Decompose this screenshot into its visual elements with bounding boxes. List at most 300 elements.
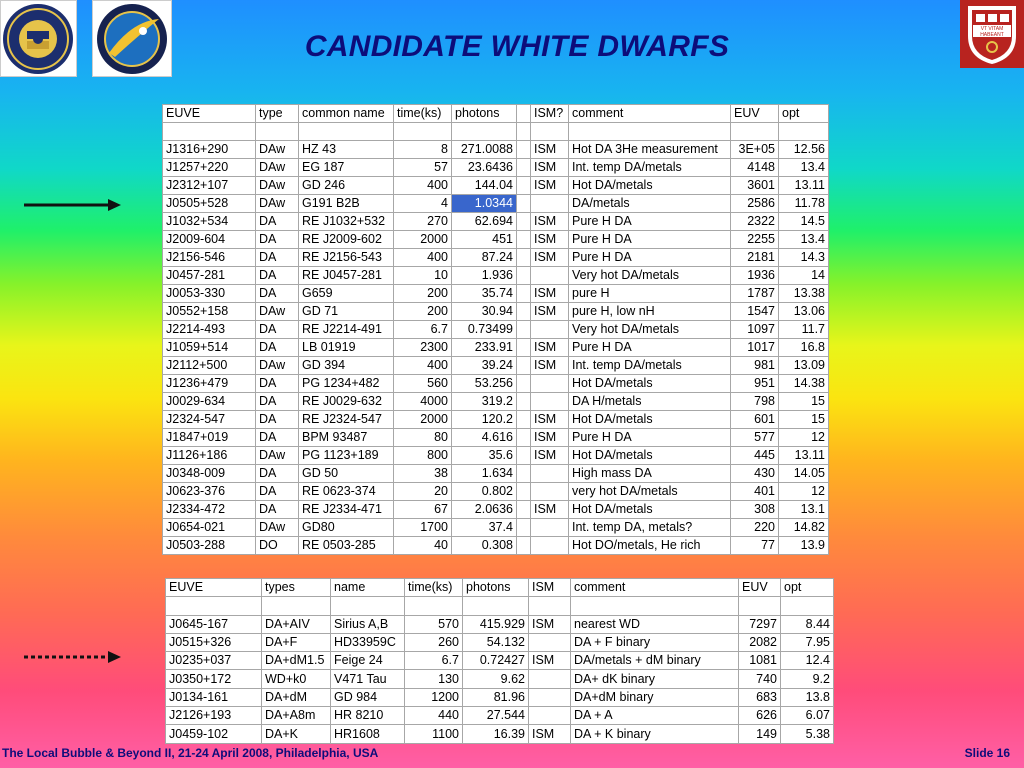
column-header: time(ks)	[405, 579, 463, 597]
table-cell: J2334-472	[163, 500, 256, 518]
table-cell: 1097	[731, 320, 779, 338]
table-row	[163, 428, 829, 446]
table-cell	[531, 123, 569, 141]
column-header: type	[256, 105, 299, 123]
table-cell	[163, 123, 256, 141]
table-row	[163, 266, 829, 284]
table-cell: 13.06	[779, 302, 829, 320]
table-cell	[517, 140, 531, 158]
table-cell: DA	[256, 392, 299, 410]
table-cell: 15	[779, 392, 829, 410]
column-header: name	[331, 579, 405, 597]
table-cell: 1.634	[452, 464, 517, 482]
column-header: ISM?	[531, 105, 569, 123]
table-cell: GD 50	[299, 464, 394, 482]
table-row	[163, 392, 829, 410]
table-cell: 13.11	[779, 446, 829, 464]
table-cell: ISM	[531, 230, 569, 248]
table-cell: 10	[394, 266, 452, 284]
table-cell	[779, 123, 829, 141]
table-row	[166, 597, 834, 615]
table-header-row	[166, 579, 834, 597]
table-cell	[517, 518, 531, 536]
table-cell: GD80	[299, 518, 394, 536]
table-cell	[569, 123, 731, 141]
table-cell: DA	[256, 500, 299, 518]
table-cell: EG 187	[299, 158, 394, 176]
table-cell	[531, 536, 569, 554]
table-cell	[531, 374, 569, 392]
table-cell: 1081	[739, 652, 781, 670]
table-row	[163, 248, 829, 266]
table-cell: 270	[394, 212, 452, 230]
table-cell	[531, 320, 569, 338]
table-cell: J0235+037	[166, 652, 262, 670]
table-cell: 451	[452, 230, 517, 248]
table-cell: DA+dM1.5	[262, 652, 331, 670]
table-cell: Hot DA/metals	[569, 176, 731, 194]
table-cell: ISM	[529, 725, 571, 743]
table-cell: J0029-634	[163, 392, 256, 410]
table-cell: J0505+528	[163, 194, 256, 212]
table-cell: pure H, low nH	[569, 302, 731, 320]
table-cell: DA + K binary	[571, 725, 739, 743]
table-cell: 0.802	[452, 482, 517, 500]
table-cell	[517, 428, 531, 446]
table-row	[166, 725, 834, 743]
table-cell: J0503-288	[163, 536, 256, 554]
table-cell: DA	[256, 284, 299, 302]
table-cell: J1236+479	[163, 374, 256, 392]
table-cell: DAw	[256, 446, 299, 464]
table-cell: Hot DA/metals	[569, 446, 731, 464]
table-cell: J0623-376	[163, 482, 256, 500]
table-cell: DA	[256, 464, 299, 482]
table-cell	[517, 356, 531, 374]
table-cell: DA H/metals	[569, 392, 731, 410]
table-cell	[517, 302, 531, 320]
table-cell: J1126+186	[163, 446, 256, 464]
table-cell: ISM	[531, 428, 569, 446]
table-row	[166, 670, 834, 688]
table-cell: V471 Tau	[331, 670, 405, 688]
page-title: CANDIDATE WHITE DWARFS	[304, 30, 730, 63]
table-cell: 14.82	[779, 518, 829, 536]
table-cell: 3601	[731, 176, 779, 194]
table-cell: WD+k0	[262, 670, 331, 688]
table-cell: ISM	[531, 158, 569, 176]
table-cell	[517, 338, 531, 356]
table-cell	[517, 464, 531, 482]
table-cell: J0350+172	[166, 670, 262, 688]
table-cell: G191 B2B	[299, 194, 394, 212]
column-header: EUVE	[166, 579, 262, 597]
table-cell: DA+F	[262, 633, 331, 651]
table-cell: 2082	[739, 633, 781, 651]
table-cell: DA + A	[571, 707, 739, 725]
table-cell: 14	[779, 266, 829, 284]
table-cell: 12.56	[779, 140, 829, 158]
table-cell: 27.544	[463, 707, 529, 725]
table-row	[163, 320, 829, 338]
table-cell: J0457-281	[163, 266, 256, 284]
table-cell: J0515+326	[166, 633, 262, 651]
table-cell: 308	[731, 500, 779, 518]
table-cell: 15	[779, 410, 829, 428]
table-row	[163, 140, 829, 158]
table-cell	[517, 158, 531, 176]
table-cell: 400	[394, 356, 452, 374]
table-cell: very hot DA/metals	[569, 482, 731, 500]
table-cell: DA	[256, 410, 299, 428]
table-cell: 87.24	[452, 248, 517, 266]
solid-arrow-icon	[24, 196, 124, 214]
table-cell	[517, 284, 531, 302]
footer-conference: The Local Bubble & Beyond II, 21-24 April 2008, Philadelphia, USA	[2, 746, 379, 760]
table-cell	[517, 194, 531, 212]
footer-slide-number: Slide 16	[964, 746, 1010, 760]
table-cell: 81.96	[463, 688, 529, 706]
table-cell: 40	[394, 536, 452, 554]
table-cell: HD33959C	[331, 633, 405, 651]
nrl-seal-logo	[0, 0, 77, 77]
table-cell: ISM	[531, 356, 569, 374]
table-cell: 53.256	[452, 374, 517, 392]
table-cell: DA	[256, 428, 299, 446]
table-cell	[781, 597, 834, 615]
table-cell: 35.6	[452, 446, 517, 464]
table-cell: 9.62	[463, 670, 529, 688]
table-cell: HR 8210	[331, 707, 405, 725]
table-cell	[517, 410, 531, 428]
table-cell: RE J1032+532	[299, 212, 394, 230]
table-cell: BPM 93487	[299, 428, 394, 446]
table-cell: DA	[256, 230, 299, 248]
table-cell: pure H	[569, 284, 731, 302]
table-cell: 2322	[731, 212, 779, 230]
table-cell: 2000	[394, 230, 452, 248]
column-header: types	[262, 579, 331, 597]
column-header: common name	[299, 105, 394, 123]
table-cell: DA	[256, 248, 299, 266]
table-cell: 6.7	[394, 320, 452, 338]
table-cell: 130	[405, 670, 463, 688]
table-cell: Int. temp DA/metals	[569, 158, 731, 176]
table-cell: Hot DA/metals	[569, 410, 731, 428]
table-cell: RE J2324-547	[299, 410, 394, 428]
table-cell: DA	[256, 338, 299, 356]
table-row	[163, 446, 829, 464]
space-science-division-logo	[92, 0, 172, 77]
table-cell: DAw	[256, 518, 299, 536]
table-cell: 20	[394, 482, 452, 500]
table-row	[163, 230, 829, 248]
table-cell: 0.73499	[452, 320, 517, 338]
table-cell: 440	[405, 707, 463, 725]
column-header: EUVE	[163, 105, 256, 123]
table-cell: ISM	[531, 500, 569, 518]
table-cell: DA	[256, 320, 299, 338]
table-cell: 37.4	[452, 518, 517, 536]
table-cell	[571, 597, 739, 615]
table-cell	[394, 123, 452, 141]
table-cell: DA+ dK binary	[571, 670, 739, 688]
table-cell: 233.91	[452, 338, 517, 356]
table-cell: 1700	[394, 518, 452, 536]
table-cell: 7297	[739, 615, 781, 633]
table-cell: 430	[731, 464, 779, 482]
table-cell	[529, 688, 571, 706]
table-cell: GD 394	[299, 356, 394, 374]
table-cell: J0134-161	[166, 688, 262, 706]
column-header: opt	[779, 105, 829, 123]
table-cell: Pure H DA	[569, 230, 731, 248]
table-cell: 13.9	[779, 536, 829, 554]
table-cell: DA	[256, 374, 299, 392]
table-cell: 1936	[731, 266, 779, 284]
table-cell: 445	[731, 446, 779, 464]
table-cell: J0348-009	[163, 464, 256, 482]
table-cell: RE J2156-543	[299, 248, 394, 266]
table-cell: 800	[394, 446, 452, 464]
table-cell: 400	[394, 248, 452, 266]
table-cell: RE J2214-491	[299, 320, 394, 338]
table-cell: 260	[405, 633, 463, 651]
table-row	[163, 338, 829, 356]
table-cell: 2586	[731, 194, 779, 212]
table-cell: 319.2	[452, 392, 517, 410]
table-cell: DA	[256, 266, 299, 284]
table-cell: Hot DA/metals	[569, 374, 731, 392]
table-cell: 144.04	[452, 176, 517, 194]
table-cell: 149	[739, 725, 781, 743]
table-cell: DA + F binary	[571, 633, 739, 651]
table-cell: 3E+05	[731, 140, 779, 158]
table-cell: 0.308	[452, 536, 517, 554]
table-cell: Pure H DA	[569, 338, 731, 356]
table-cell: DAw	[256, 140, 299, 158]
table-cell: 1787	[731, 284, 779, 302]
table-cell	[517, 212, 531, 230]
table-row	[166, 633, 834, 651]
table-cell: Hot DO/metals, He rich	[569, 536, 731, 554]
table-cell: Very hot DA/metals	[569, 320, 731, 338]
table-cell: 415.929	[463, 615, 529, 633]
table-cell: J0654-021	[163, 518, 256, 536]
table-cell: 626	[739, 707, 781, 725]
table-cell	[531, 392, 569, 410]
table-row	[163, 374, 829, 392]
table-cell: ISM	[531, 212, 569, 230]
table-row	[163, 482, 829, 500]
table-cell: 601	[731, 410, 779, 428]
table-cell: 62.694	[452, 212, 517, 230]
table-cell	[529, 670, 571, 688]
table-cell: 1.936	[452, 266, 517, 284]
column-header: comment	[569, 105, 731, 123]
table-cell: 577	[731, 428, 779, 446]
table-cell	[731, 123, 779, 141]
column-header: photons	[452, 105, 517, 123]
table-cell: 7.95	[781, 633, 834, 651]
table-cell: DA+AIV	[262, 615, 331, 633]
table-cell: J1316+290	[163, 140, 256, 158]
table-cell: 2300	[394, 338, 452, 356]
table-cell: DA+K	[262, 725, 331, 743]
table-cell: J1847+019	[163, 428, 256, 446]
table-cell: ISM	[531, 410, 569, 428]
table-cell: nearest WD	[571, 615, 739, 633]
table-cell: 9.2	[781, 670, 834, 688]
table-cell: J0459-102	[166, 725, 262, 743]
table-cell: J1032+534	[163, 212, 256, 230]
table-cell: 39.24	[452, 356, 517, 374]
table-cell: 77	[731, 536, 779, 554]
table-cell: DA/metals	[569, 194, 731, 212]
table-cell	[531, 266, 569, 284]
table-cell	[517, 248, 531, 266]
table-cell: 4	[394, 194, 452, 212]
table-cell: DA	[256, 482, 299, 500]
table-cell: 14.05	[779, 464, 829, 482]
table-cell: J1257+220	[163, 158, 256, 176]
table-cell: J2312+107	[163, 176, 256, 194]
table-cell: Pure H DA	[569, 428, 731, 446]
table-cell: DAw	[256, 356, 299, 374]
table-cell	[405, 597, 463, 615]
table-cell: 0.72427	[463, 652, 529, 670]
table-cell	[517, 176, 531, 194]
table-row	[163, 410, 829, 428]
column-header: photons	[463, 579, 529, 597]
table-cell: Sirius A,B	[331, 615, 405, 633]
table-cell: GD 984	[331, 688, 405, 706]
table-cell: DAw	[256, 158, 299, 176]
table-cell: HZ 43	[299, 140, 394, 158]
table-row	[163, 158, 829, 176]
table-cell: 16.8	[779, 338, 829, 356]
table-cell: ISM	[531, 176, 569, 194]
table-row	[163, 123, 829, 141]
table-cell: 560	[394, 374, 452, 392]
table-cell: HR1608	[331, 725, 405, 743]
table-cell: 23.6436	[452, 158, 517, 176]
table-cell: ISM	[531, 302, 569, 320]
table-row	[163, 536, 829, 554]
table-cell	[531, 482, 569, 500]
table-cell: J0552+158	[163, 302, 256, 320]
university-crest-logo	[960, 0, 1024, 68]
table-cell	[517, 374, 531, 392]
column-header: comment	[571, 579, 739, 597]
table-header-row	[163, 105, 829, 123]
table-cell: Int. temp DA, metals?	[569, 518, 731, 536]
table-cell: RE 0503-285	[299, 536, 394, 554]
table-cell: 6.7	[405, 652, 463, 670]
table-cell: 13.09	[779, 356, 829, 374]
table-row	[166, 707, 834, 725]
table-cell: ISM	[531, 248, 569, 266]
table-cell	[517, 230, 531, 248]
table-cell: DAw	[256, 176, 299, 194]
table-cell	[531, 464, 569, 482]
table-cell: RE J2009-602	[299, 230, 394, 248]
table-cell: 5.38	[781, 725, 834, 743]
table-cell: 120.2	[452, 410, 517, 428]
table-cell: 13.1	[779, 500, 829, 518]
table-cell: PG 1234+482	[299, 374, 394, 392]
column-header: EUV	[739, 579, 781, 597]
table-row	[163, 212, 829, 230]
table-cell: DAw	[256, 302, 299, 320]
table-cell: 798	[731, 392, 779, 410]
table-cell: RE J2334-471	[299, 500, 394, 518]
table-cell: 2.0636	[452, 500, 517, 518]
table-cell: Int. temp DA/metals	[569, 356, 731, 374]
table-cell: 1.0344	[452, 194, 517, 212]
table-cell: J2214-493	[163, 320, 256, 338]
table-row	[166, 652, 834, 670]
table-cell	[256, 123, 299, 141]
table-row	[163, 284, 829, 302]
table-cell: 16.39	[463, 725, 529, 743]
table-cell: 35.74	[452, 284, 517, 302]
table-cell: 400	[394, 176, 452, 194]
table-cell: 12.4	[781, 652, 834, 670]
table-cell: G659	[299, 284, 394, 302]
table-cell: DA+dM	[262, 688, 331, 706]
table-cell: 12	[779, 428, 829, 446]
table-cell: DAw	[256, 194, 299, 212]
column-header: ISM	[529, 579, 571, 597]
table-cell: ISM	[529, 615, 571, 633]
table-cell: 54.132	[463, 633, 529, 651]
table-cell	[331, 597, 405, 615]
table-cell: 1200	[405, 688, 463, 706]
table-cell: 401	[731, 482, 779, 500]
table-cell: 14.3	[779, 248, 829, 266]
table-row	[163, 464, 829, 482]
table-cell: ISM	[531, 338, 569, 356]
table-cell: 38	[394, 464, 452, 482]
table-row	[163, 176, 829, 194]
table-cell: 2000	[394, 410, 452, 428]
table-cell: 2255	[731, 230, 779, 248]
table-cell: 220	[731, 518, 779, 536]
table-cell: GD 71	[299, 302, 394, 320]
table-cell: Pure H DA	[569, 248, 731, 266]
table-cell: DA	[256, 212, 299, 230]
table-cell: DA/metals + dM binary	[571, 652, 739, 670]
table-cell: J0053-330	[163, 284, 256, 302]
table-cell: Hot DA 3He measurement	[569, 140, 731, 158]
table-cell: RE J0029-632	[299, 392, 394, 410]
table-cell: 13.8	[781, 688, 834, 706]
table-cell: 11.7	[779, 320, 829, 338]
table-cell: 13.4	[779, 230, 829, 248]
table-cell	[739, 597, 781, 615]
table-cell	[452, 123, 517, 141]
table-cell: 57	[394, 158, 452, 176]
table-cell	[531, 518, 569, 536]
table-cell: 8.44	[781, 615, 834, 633]
column-header: EUV	[731, 105, 779, 123]
table-cell: DA+dM binary	[571, 688, 739, 706]
table-cell: PG 1123+189	[299, 446, 394, 464]
table-cell	[517, 446, 531, 464]
table-cell	[517, 320, 531, 338]
table-cell: LB 01919	[299, 338, 394, 356]
